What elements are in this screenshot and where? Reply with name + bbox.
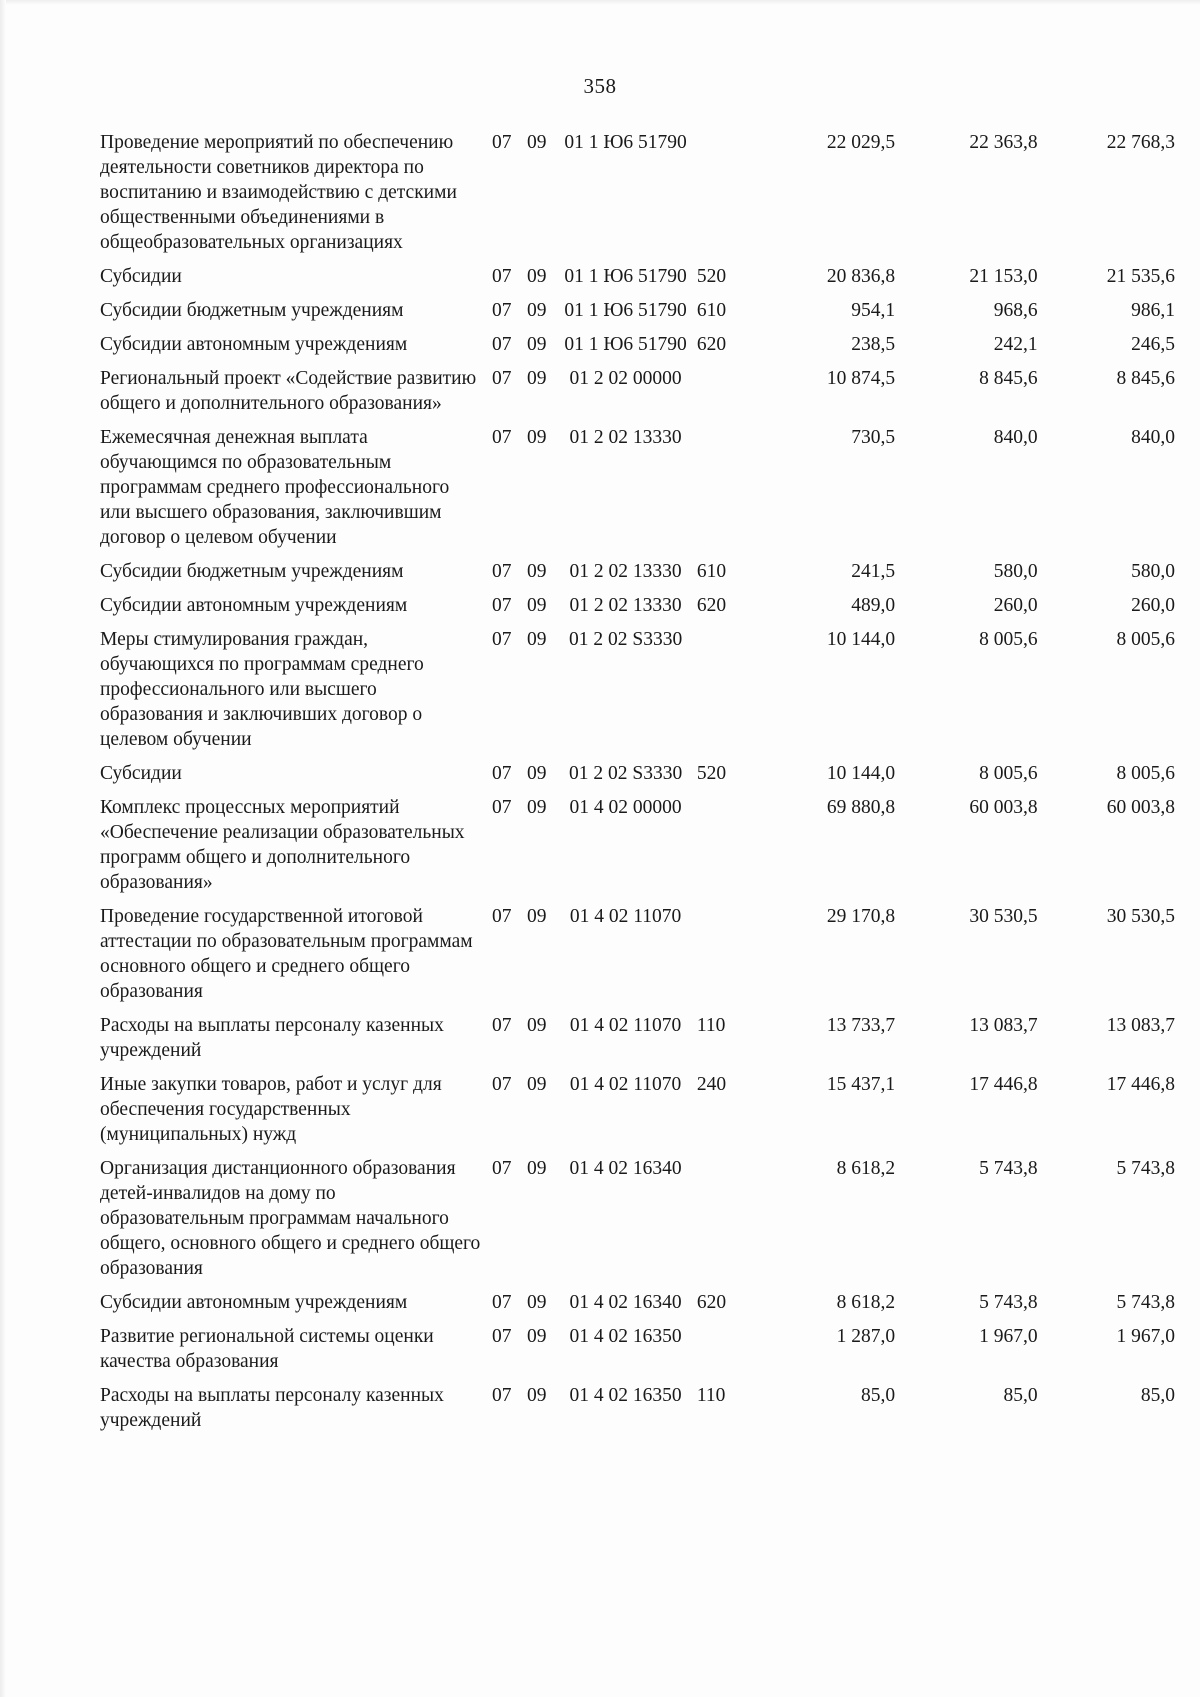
section-code: 07 [491,629,512,650]
section-code: 07 [491,906,512,927]
target-article-code: 01 1 Ю6 51790 [564,132,687,153]
budget-table-body [100,130,1175,1442]
section-code: 07 [491,595,512,616]
amount-year-3: 21 535,6 [1106,266,1175,287]
expense-type-code [697,366,749,425]
amount-year-1: 29 170,8 [826,906,896,927]
amount-year-1: 1 287,0 [836,1326,896,1347]
table-row [100,1383,1175,1442]
amount-year-3: 60 003,8 [1106,797,1175,818]
amount-year-1: 10 144,0 [826,763,896,784]
amount-year-1: 730,5 [851,427,896,448]
table-row [100,559,1175,593]
section-code: 07 [491,1385,512,1406]
subsection-code: 09 [527,595,547,616]
table-row [100,264,1175,298]
section-code: 07 [491,561,512,582]
amount-year-1: 10 144,0 [826,629,896,650]
amount-year-2: 85,0 [1003,1385,1038,1406]
expense-type-code: 520 [696,266,727,287]
table-row [100,904,1175,1013]
row-name: Развитие региональной системы оценки качества образования [100,1326,434,1372]
section-code: 07 [491,1074,512,1095]
section-code: 07 [491,797,512,818]
target-article-code: 01 4 02 11070 [569,906,682,927]
row-name: Субсидии [100,763,182,784]
expense-type-code [697,795,749,904]
amount-year-1: 954,1 [851,300,896,321]
expense-type-code: 620 [696,595,727,616]
subsection-code: 09 [527,561,547,582]
target-article-code: 01 2 02 00000 [569,368,682,389]
expense-type-code: 520 [696,763,727,784]
row-name: Региональный проект «Содействие развитию общего и дополнительного образования» [100,368,477,414]
expense-type-code [697,1324,749,1383]
section-code: 07 [491,1326,512,1347]
subsection-code: 09 [527,266,547,287]
table-row [100,425,1175,559]
section-code: 07 [491,368,512,389]
table-row [100,366,1175,425]
target-article-code: 01 4 02 16340 [569,1292,682,1313]
expense-type-code [697,1156,749,1290]
amount-year-2: 22 363,8 [969,132,1038,153]
row-name: Субсидии автономным учреждениям [100,595,408,616]
amount-year-1: 241,5 [851,561,896,582]
target-article-code: 01 1 Ю6 51790 [564,300,687,321]
amount-year-2: 968,6 [993,300,1038,321]
section-code: 07 [491,334,512,355]
table-row [100,1324,1175,1383]
row-name: Расходы на выплаты персоналу казенных учреждений [100,1385,444,1431]
amount-year-3: 8 005,6 [1116,629,1175,650]
section-code: 07 [491,1158,512,1179]
target-article-code: 01 4 02 16350 [569,1385,682,1406]
row-name: Проведение государственной итоговой аттестации по образовательным программам основного общего и среднего общего образования [100,906,473,1002]
subsection-code: 09 [527,427,547,448]
amount-year-3: 580,0 [1131,561,1175,582]
amount-year-2: 21 153,0 [969,266,1038,287]
section-code: 07 [491,427,512,448]
amount-year-2: 5 743,8 [979,1158,1038,1179]
amount-year-1: 238,5 [851,334,896,355]
amount-year-3: 22 768,3 [1106,132,1175,153]
amount-year-2: 8 005,6 [979,763,1038,784]
amount-year-2: 8 005,6 [979,629,1038,650]
target-article-code: 01 4 02 16340 [569,1158,682,1179]
target-article-code: 01 4 02 11070 [569,1015,682,1036]
target-article-code: 01 2 02 13330 [569,595,682,616]
page-number: 358 [583,74,617,98]
row-name: Расходы на выплаты персоналу казенных учреждений [100,1015,444,1061]
subsection-code: 09 [527,797,547,818]
subsection-code: 09 [527,300,547,321]
subsection-code: 09 [527,763,547,784]
amount-year-3: 85,0 [1140,1385,1175,1406]
amount-year-1: 85,0 [860,1385,896,1406]
amount-year-3: 5 743,8 [1116,1292,1175,1313]
table-row [100,1013,1175,1072]
amount-year-1: 69 880,8 [826,797,896,818]
subsection-code: 09 [527,1158,547,1179]
scan-left-edge [0,0,6,1697]
row-name: Иные закупки товаров, работ и услуг для обеспечения государственных (муниципальных) нужд [100,1074,442,1145]
table-row [100,761,1175,795]
row-name: Ежемесячная денежная выплата обучающимся по образовательным программам среднего профессионального или высшего образования, заключившим договор о целевом обучении [100,427,450,548]
expense-type-code: 610 [696,561,727,582]
amount-year-2: 8 845,6 [979,368,1038,389]
amount-year-2: 60 003,8 [969,797,1038,818]
amount-year-3: 840,0 [1131,427,1175,448]
table-row [100,1072,1175,1156]
amount-year-1: 22 029,5 [826,132,896,153]
amount-year-3: 5 743,8 [1116,1158,1175,1179]
row-name: Субсидии автономным учреждениям [100,334,408,355]
subsection-code: 09 [527,629,547,650]
subsection-code: 09 [527,1292,547,1313]
row-name: Меры стимулирования граждан, обучающихся по программам среднего профессионального или высшего образования и заключивших договор о целевом обучении [100,629,424,750]
amount-year-2: 13 083,7 [969,1015,1038,1036]
section-code: 07 [491,132,512,153]
expense-type-code: 620 [696,1292,727,1313]
expense-type-code: 110 [696,1015,726,1036]
subsection-code: 09 [527,132,547,153]
amount-year-3: 246,5 [1131,334,1175,355]
amount-year-1: 20 836,8 [826,266,896,287]
amount-year-3: 8 005,6 [1116,763,1175,784]
expense-type-code [697,904,749,1013]
amount-year-1: 489,0 [851,595,896,616]
target-article-code: 01 2 02 S3330 [568,629,683,650]
row-name: Комплекс процессных мероприятий «Обеспечение реализации образовательных программ общего и дополнительного образования» [100,797,465,893]
table-row [100,1290,1175,1324]
amount-year-3: 30 530,5 [1106,906,1175,927]
amount-year-2: 260,0 [993,595,1038,616]
amount-year-1: 8 618,2 [836,1158,896,1179]
amount-year-1: 8 618,2 [836,1292,896,1313]
amount-year-3: 260,0 [1131,595,1175,616]
row-name: Субсидии бюджетным учреждениям [100,300,404,321]
amount-year-2: 840,0 [993,427,1038,448]
subsection-code: 09 [527,1074,547,1095]
amount-year-2: 5 743,8 [979,1292,1038,1313]
amount-year-2: 242,1 [993,334,1038,355]
amount-year-3: 17 446,8 [1106,1074,1175,1095]
target-article-code: 01 4 02 11070 [569,1074,682,1095]
amount-year-2: 30 530,5 [969,906,1038,927]
budget-table [100,130,1175,1442]
target-article-code: 01 4 02 16350 [569,1326,682,1347]
amount-year-3: 986,1 [1131,300,1175,321]
target-article-code: 01 2 02 S3330 [568,763,683,784]
table-row [100,298,1175,332]
subsection-code: 09 [527,1326,547,1347]
amount-year-1: 10 874,5 [826,368,896,389]
amount-year-2: 1 967,0 [979,1326,1038,1347]
subsection-code: 09 [527,1015,547,1036]
row-name: Субсидии бюджетным учреждениям [100,561,404,582]
table-row [100,332,1175,366]
section-code: 07 [491,763,512,784]
table-row [100,593,1175,627]
section-code: 07 [491,1292,512,1313]
target-article-code: 01 4 02 00000 [569,797,682,818]
table-row [100,627,1175,761]
row-name: Организация дистанционного образования детей-инвалидов на дому по образовательным программам начального общего, основного общего и среднего общего образования [100,1158,481,1279]
expense-type-code: 240 [696,1074,727,1095]
section-code: 07 [491,300,512,321]
amount-year-2: 580,0 [993,561,1038,582]
expense-type-code: 620 [696,334,727,355]
table-row [100,795,1175,904]
amount-year-1: 15 437,1 [826,1074,896,1095]
amount-year-3: 8 845,6 [1116,368,1175,389]
expense-type-code: 610 [696,300,727,321]
target-article-code: 01 1 Ю6 51790 [564,334,687,355]
table-row [100,1156,1175,1290]
target-article-code: 01 2 02 13330 [569,561,682,582]
row-name: Субсидии автономным учреждениям [100,1292,408,1313]
amount-year-1: 13 733,7 [826,1015,896,1036]
target-article-code: 01 2 02 13330 [569,427,682,448]
amount-year-2: 17 446,8 [969,1074,1038,1095]
section-code: 07 [491,266,512,287]
subsection-code: 09 [527,1385,547,1406]
subsection-code: 09 [527,334,547,355]
amount-year-3: 1 967,0 [1116,1326,1175,1347]
row-name: Проведение мероприятий по обеспечению деятельности советников директора по воспитанию и взаимодействию с детскими общественными объединениями в общеобразовательных организациях [100,132,457,253]
subsection-code: 09 [527,906,547,927]
expense-type-code [697,130,749,264]
row-name: Субсидии [100,266,182,287]
amount-year-3: 13 083,7 [1106,1015,1175,1036]
table-row [100,130,1175,264]
scan-top-edge [0,0,1200,5]
target-article-code: 01 1 Ю6 51790 [564,266,687,287]
subsection-code: 09 [527,368,547,389]
expense-type-code [697,425,749,559]
expense-type-code [697,627,749,761]
section-code: 07 [491,1015,512,1036]
expense-type-code: 110 [696,1385,726,1406]
